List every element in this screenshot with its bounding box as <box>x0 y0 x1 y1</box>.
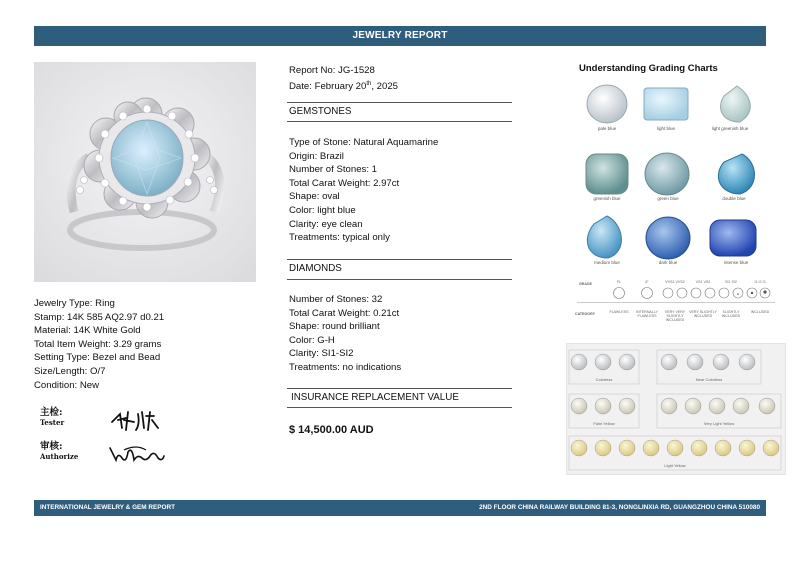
diamond-carat: Total Carat Weight: 0.21ct <box>289 307 400 319</box>
gem-caption: intense blue <box>723 260 749 265</box>
gem-caption: dark blue <box>658 260 678 265</box>
color-diamond <box>661 354 677 370</box>
authorize-label: 审核: Authorize <box>40 441 79 461</box>
color-diamond <box>661 398 677 414</box>
gemstones-heading: GEMSTONES <box>289 106 352 117</box>
gem-color-chart <box>572 82 772 272</box>
color-diamond <box>685 398 701 414</box>
clarity-icon <box>691 288 701 298</box>
divider <box>287 388 512 389</box>
stone-type: Type of Stone: Natural Aquamarine <box>289 137 439 148</box>
diamond-color-scale <box>566 343 786 475</box>
footer-banner <box>34 500 766 516</box>
item-details <box>34 297 164 392</box>
gem-swatch-light-blue <box>644 88 688 120</box>
inclusion-dot <box>751 292 753 294</box>
color-diamond <box>571 398 587 414</box>
authorize-signature <box>106 442 168 466</box>
insurance-heading: INSURANCE REPLACEMENT VALUE <box>291 392 459 403</box>
gem-caption: light greenish blue <box>711 126 749 131</box>
clarity-scale <box>575 280 780 328</box>
color-diamond <box>739 440 755 456</box>
color-diamond <box>713 354 729 370</box>
jewelry-type: Jewelry Type: Ring <box>34 298 115 309</box>
color-diamond <box>643 440 659 456</box>
aquamarine-ring-image <box>34 62 256 282</box>
color-diamond <box>687 354 703 370</box>
color-diamond <box>571 440 587 456</box>
footer-organization: INTERNATIONAL JEWELRY & GEM REPORT <box>40 504 176 511</box>
report-meta <box>289 64 398 93</box>
divider <box>287 121 512 122</box>
color-diamond <box>763 440 779 456</box>
charts-title: Understanding Grading Charts <box>579 63 718 74</box>
diamond-details <box>289 293 401 375</box>
clarity-diamond-icons <box>605 286 775 300</box>
clarity-grade: VVS1 VVS2 <box>665 280 685 284</box>
color-group-label: Faint Yellow <box>593 421 615 426</box>
color-diamond <box>619 398 635 414</box>
color-diamond <box>595 440 611 456</box>
gem-swatch-double-blue <box>718 154 754 194</box>
report-title-banner <box>34 26 766 46</box>
divider <box>287 102 512 103</box>
inclusion-dot <box>763 290 766 293</box>
gem-swatch-greenish-blue <box>586 154 628 194</box>
color-diamond <box>733 398 749 414</box>
color-diamond <box>691 440 707 456</box>
clarity-grade: FL <box>616 280 622 284</box>
clarity-category: VERY SLIGHTLY INCLUDED <box>689 310 717 318</box>
clarity-grade: SI1 SI2 <box>725 280 737 284</box>
gem-caption: greenish blue <box>593 196 621 201</box>
grade-label: GRADE <box>579 282 592 286</box>
clarity-grade: VS1 VS2 <box>695 280 711 284</box>
stone-treatments: Treatments: typical only <box>289 232 390 244</box>
color-diamond <box>709 398 725 414</box>
gem-caption: green blue <box>657 196 679 201</box>
divider <box>287 407 512 408</box>
stamp: Stamp: 14K 585 AQ2.97 d0.21 <box>34 311 165 323</box>
tester-signature <box>108 408 168 434</box>
color-diamond <box>715 440 731 456</box>
clarity-category: VERY VERY SLIGHTLY INCLUDED <box>664 310 686 322</box>
condition: Condition: New <box>34 379 100 391</box>
divider <box>287 259 512 260</box>
clarity-category: SLIGHTLY INCLUDED <box>721 310 741 318</box>
gem-swatch-green-blue <box>645 153 689 195</box>
gem-swatch-dark-blue <box>646 217 690 259</box>
report-number: Report No: JG-1528 <box>289 65 375 76</box>
stone-carat: Total Carat Weight: 2.97ct <box>289 177 400 189</box>
gem-swatch-pale-blue <box>587 85 627 123</box>
stone-shape: Shape: oval <box>289 191 340 203</box>
inclusion-dot <box>737 293 739 295</box>
color-diamond <box>571 354 587 370</box>
footer-address: 2ND FLOOR CHINA RAILWAY BUILDING 81-3, NONGLINXIA RD, GUANGZHOU CHINA 510080 <box>479 504 760 511</box>
clarity-icon <box>642 288 653 299</box>
gem-caption: medium blue <box>594 260 620 265</box>
diamond-color-grid <box>567 344 785 474</box>
setting-type: Setting Type: Bezel and Bead <box>34 352 161 364</box>
clarity-icon <box>719 288 729 298</box>
gem-swatch-light-greenish-blue <box>721 86 751 122</box>
diamond-count: Number of Stones: 32 <box>289 294 383 305</box>
color-diamond <box>619 440 635 456</box>
diamond-color: Color: G-H <box>289 334 335 346</box>
ring-photo <box>34 62 256 282</box>
insurance-value: $ 14,500.00 AUD <box>289 424 374 436</box>
report-title: JEWELRY REPORT <box>352 30 448 41</box>
diamond-clarity: Clarity: SI1-SI2 <box>289 348 354 360</box>
gem-swatch-medium-blue <box>587 216 621 258</box>
divider <box>287 279 512 280</box>
stone-count: Number of Stones: 1 <box>289 164 377 176</box>
report-date: Date: February 20th, 2025 <box>289 80 399 92</box>
color-group-label: Near Colorless <box>695 377 723 382</box>
color-diamond <box>595 398 611 414</box>
gem-caption: pale blue <box>597 126 617 131</box>
signature-block <box>40 408 240 468</box>
clarity-icon <box>614 288 625 299</box>
material: Material: 14K White Gold <box>34 325 141 337</box>
color-group-label: Colorless <box>595 377 613 382</box>
color-diamond <box>619 354 635 370</box>
tester-label: 主检: Tester <box>40 407 65 427</box>
clarity-grade: IF <box>645 280 649 284</box>
color-diamond <box>667 440 683 456</box>
color-diamond <box>759 398 775 414</box>
color-diamond <box>739 354 755 370</box>
clarity-category: INCLUDED <box>750 310 770 314</box>
gem-caption: light blue <box>656 126 675 131</box>
clarity-icon <box>663 288 673 298</box>
clarity-icon <box>677 288 687 298</box>
clarity-icon <box>733 288 743 298</box>
clarity-grade: I1 I2 I3 <box>754 280 766 284</box>
diamond-shape: Shape: round brilliant <box>289 321 380 333</box>
clarity-category: FLAWLESS <box>609 310 629 314</box>
color-diamond <box>595 354 611 370</box>
total-item-weight: Total Item Weight: 3.29 grams <box>34 338 162 350</box>
stone-clarity: Clarity: eye clean <box>289 218 363 230</box>
gem-caption: double blue <box>722 196 746 201</box>
diamond-treatments: Treatments: no indications <box>289 361 402 373</box>
stone-color: Color: light blue <box>289 204 356 216</box>
color-group-label: Very Light Yellow <box>703 421 735 426</box>
category-label: CATEGORY <box>575 312 595 316</box>
gem-swatch-intense-blue <box>710 220 756 256</box>
size-length: Size/Length: O/7 <box>34 365 106 377</box>
color-group-label: Light Yellow <box>664 463 686 468</box>
gemstone-details <box>289 136 438 245</box>
diamonds-heading: DIAMONDS <box>289 263 342 274</box>
clarity-category: INTERNALLY FLAWLESS <box>636 310 658 318</box>
stone-origin: Origin: Brazil <box>289 150 344 162</box>
clarity-icon <box>705 288 715 298</box>
